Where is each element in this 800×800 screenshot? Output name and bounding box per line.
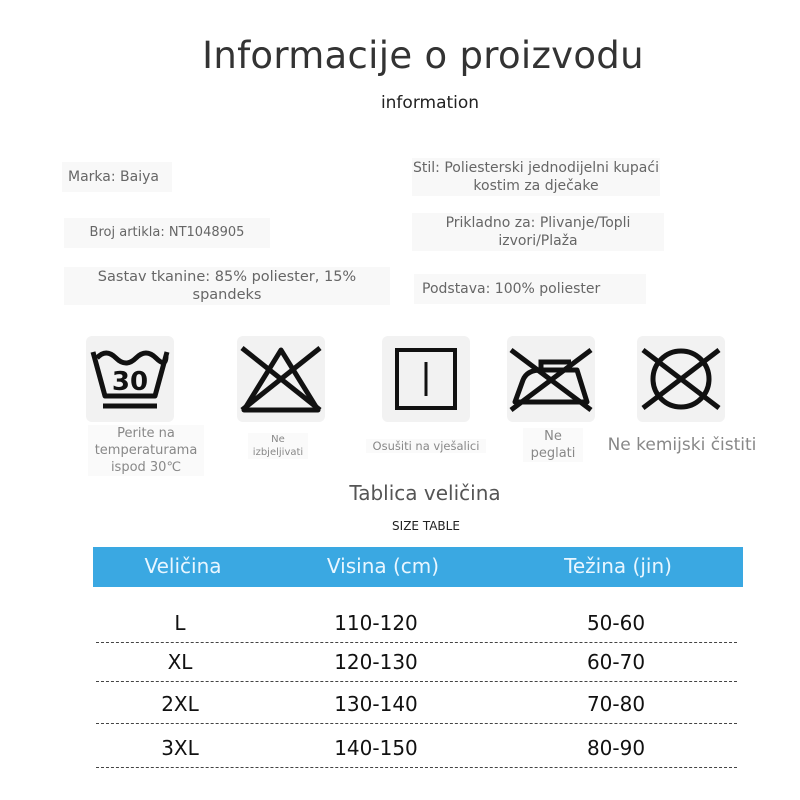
cell-height: 140-150 bbox=[334, 736, 418, 760]
item-number-info: Broj artikla: NT1048905 bbox=[64, 218, 270, 248]
suitable-for-info: Prikladno za: Plivanje/Topli izvori/Plaža bbox=[412, 213, 664, 251]
cell-size: 2XL bbox=[161, 692, 199, 716]
cell-height: 130-140 bbox=[334, 692, 418, 716]
header-height: Visina (cm) bbox=[326, 554, 440, 578]
no-bleach-icon bbox=[237, 336, 325, 422]
brand-info: Marka: Baiya bbox=[62, 162, 172, 192]
care-label-no-iron: Ne peglati bbox=[523, 428, 583, 462]
table-row bbox=[96, 644, 737, 682]
size-table-header bbox=[93, 547, 743, 587]
cell-weight: 60-70 bbox=[586, 650, 646, 674]
cell-size: 3XL bbox=[161, 736, 199, 760]
row-divider bbox=[96, 723, 737, 724]
fabric-info: Sastav tkanine: 85% poliester, 15% spandeks bbox=[64, 267, 390, 305]
page-title: Informacije o proizvodu bbox=[202, 34, 644, 77]
cell-weight: 50-60 bbox=[586, 611, 646, 635]
row-divider bbox=[96, 767, 737, 768]
size-table-subtitle: SIZE TABLE bbox=[392, 519, 460, 533]
wash-temp-badge: 30 bbox=[111, 367, 149, 397]
care-label-no-dry-clean: Ne kemijski čistiti bbox=[607, 435, 757, 455]
no-iron-icon bbox=[507, 336, 595, 422]
cell-weight: 80-90 bbox=[586, 736, 646, 760]
no-dry-clean-icon bbox=[637, 336, 725, 422]
size-table-title: Tablica veličina bbox=[349, 481, 501, 505]
table-row bbox=[96, 730, 737, 768]
table-row bbox=[96, 686, 737, 724]
row-divider bbox=[96, 642, 737, 643]
page-subtitle: information bbox=[380, 93, 480, 113]
cell-weight: 70-80 bbox=[586, 692, 646, 716]
care-label-no-bleach: Ne izbjeljivati bbox=[248, 433, 308, 459]
cell-size: L bbox=[174, 611, 186, 635]
row-divider bbox=[96, 681, 737, 682]
line-dry-icon bbox=[382, 336, 470, 422]
care-label-wash: Perite na temperaturama ispod 30℃ bbox=[88, 425, 204, 476]
header-size: Veličina bbox=[144, 554, 222, 578]
style-info: Stil: Poliesterski jednodijelni kupaći kostim za dječake bbox=[413, 160, 659, 194]
cell-height: 120-130 bbox=[334, 650, 418, 674]
wash-30-icon bbox=[86, 336, 174, 422]
lining-info: Podstava: 100% poliester bbox=[414, 274, 646, 304]
cell-size: XL bbox=[167, 650, 193, 674]
care-label-line-dry: Osušiti na vješalici bbox=[366, 439, 486, 453]
header-weight: Težina (jin) bbox=[564, 554, 672, 578]
table-row bbox=[96, 605, 737, 643]
cell-height: 110-120 bbox=[334, 611, 418, 635]
